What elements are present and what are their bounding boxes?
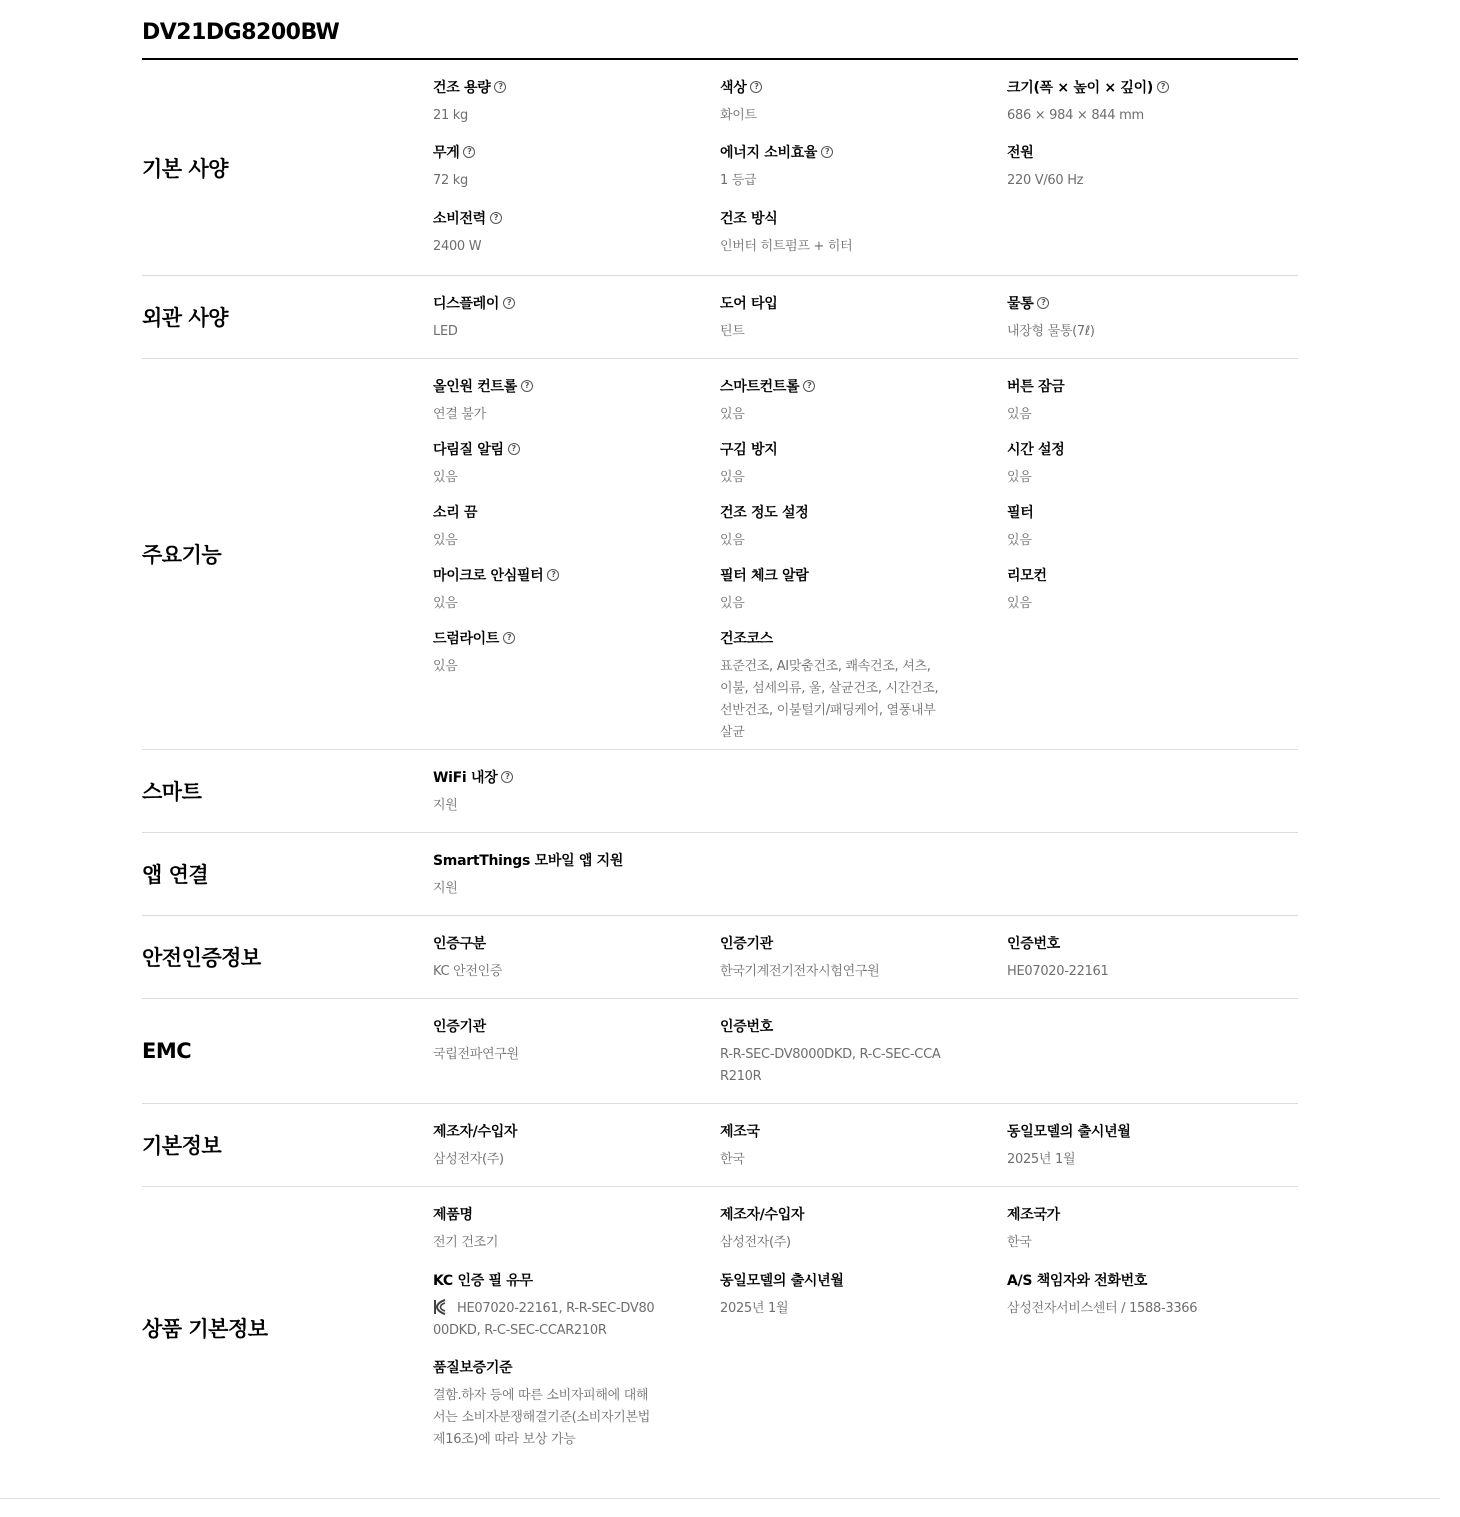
spec-label: 에너지 소비효율 (720, 145, 818, 162)
spec-label: 드럼라이트 (433, 631, 500, 647)
spec-value: 있음 (720, 533, 745, 548)
spec-label: 올인원 컨트롤 (433, 379, 517, 395)
spec-value: 있음 (1007, 470, 1032, 485)
spec-value: 있음 (1007, 407, 1032, 422)
help-icon[interactable]: ? (490, 212, 502, 224)
spec-item (433, 1269, 720, 1345)
spec-item (720, 76, 1007, 129)
spec-item (433, 207, 720, 260)
spec-label: 제조자/수입자 (720, 1207, 805, 1223)
spec-label: KC 인증 필 유무 (433, 1272, 533, 1289)
section-product (142, 1187, 1298, 1469)
spec-grid (433, 60, 1298, 275)
spec-value: 있음 (433, 533, 458, 548)
spec-item (1007, 76, 1294, 129)
spec-value: HE07020-22161 (1007, 964, 1109, 979)
spec-item (433, 1203, 720, 1257)
spec-value: 삼성전자(주) (433, 1152, 504, 1167)
spec-label: 제조자/수입자 (433, 1124, 518, 1140)
spec-label: 버튼 잠금 (1007, 379, 1065, 395)
help-icon[interactable]: ? (803, 380, 815, 392)
spec-label: 도어 타입 (720, 296, 778, 312)
spec-label: 건조 정도 설정 (720, 505, 809, 521)
help-icon[interactable]: ? (547, 569, 559, 581)
spec-item (720, 627, 1007, 744)
spec-label: 제조국가 (1007, 1207, 1060, 1223)
spec-item (433, 627, 720, 744)
spec-label: 구김 방지 (720, 442, 778, 458)
spec-item (1007, 501, 1294, 552)
spec-item (720, 1120, 1007, 1171)
section-title: 안전인증정보 (142, 946, 261, 970)
spec-value: 있음 (1007, 596, 1032, 611)
spec-label: 필터 체크 알람 (720, 568, 809, 584)
help-icon[interactable]: ? (503, 297, 515, 309)
spec-item (433, 438, 720, 489)
spec-item (720, 1269, 1007, 1357)
spec-grid (433, 916, 1298, 998)
kc-mark-icon (433, 1299, 447, 1315)
spec-item (433, 141, 720, 194)
help-icon[interactable]: ? (463, 146, 475, 158)
spec-label: 건조코스 (720, 631, 773, 647)
spec-grid (433, 1187, 1298, 1469)
spec-item (433, 375, 720, 426)
help-icon[interactable]: ? (508, 443, 520, 455)
spec-item (433, 932, 720, 983)
spec-value: 21 kg (433, 108, 468, 123)
spec-item (433, 76, 720, 129)
spec-value: 220 V/60 Hz (1007, 173, 1084, 189)
spec-value: 686 × 984 × 844 mm (1007, 108, 1144, 123)
spec-value: 72 kg (433, 173, 468, 189)
spec-value: 한국기계전기전자시험연구원 (720, 964, 880, 979)
spec-value: 2025년 1월 (1007, 1152, 1076, 1167)
spec-label: 소리 끔 (433, 505, 478, 521)
spec-item (720, 207, 1007, 260)
spec-value: 국립전파연구원 (433, 1047, 519, 1062)
spec-value: 표준건조, AI맞춤건조, 쾌속건조, 셔츠, 이불, 섬세의류, 울, 살균건조, 시간건조, 선반건조, 이불털기/패딩케어, 열풍내부살균 (720, 659, 939, 740)
spec-value: KC 안전인증 (433, 964, 503, 979)
help-icon[interactable]: ? (750, 81, 762, 93)
spec-label: 필터 (1007, 505, 1034, 521)
spec-label: 시간 설정 (1007, 442, 1065, 458)
spec-item (720, 1015, 1007, 1088)
section-info (142, 1104, 1298, 1187)
spec-value: LED (433, 324, 458, 339)
spec-label: 리모컨 (1007, 568, 1047, 584)
spec-item (1007, 1269, 1294, 1357)
footer-divider (0, 1498, 1440, 1499)
spec-grid (433, 359, 1298, 749)
section-title: 주요기능 (142, 543, 222, 567)
spec-label: 디스플레이 (433, 296, 500, 312)
spec-value (433, 1298, 658, 1342)
spec-item (720, 501, 1007, 552)
spec-label: 전원 (1007, 145, 1034, 162)
spec-item (720, 564, 1007, 615)
spec-item (1007, 1203, 1294, 1257)
spec-item (433, 1120, 720, 1171)
spec-sections (142, 60, 1298, 1469)
spec-value: 인버터 히트펌프 + 히터 (720, 238, 853, 254)
spec-value: 있음 (433, 596, 458, 611)
spec-value: 있음 (720, 407, 745, 422)
spec-label: 인증번호 (720, 1019, 773, 1035)
help-icon[interactable]: ? (494, 81, 506, 93)
spec-grid (433, 833, 1298, 915)
help-icon[interactable]: ? (1157, 81, 1169, 93)
spec-value: 2025년 1월 (720, 1300, 789, 1316)
spec-item (433, 1015, 720, 1088)
help-icon[interactable]: ? (501, 771, 513, 783)
spec-label: 색상 (720, 80, 747, 96)
spec-label: 인증번호 (1007, 936, 1060, 952)
section-title: 기본정보 (142, 1134, 222, 1158)
spec-value: 연결 불가 (433, 407, 486, 422)
spec-value: 결함.하자 등에 따른 소비자피해에 대해서는 소비자분쟁해결기준(소비자기본법 제16조)에 따라 보상 가능 (433, 1388, 650, 1448)
spec-item (433, 766, 720, 817)
spec-item (1007, 292, 1294, 343)
spec-item (433, 849, 720, 900)
spec-item (433, 1356, 720, 1454)
spec-item (1007, 1120, 1294, 1171)
spec-label: 소비전력 (433, 210, 486, 227)
spec-item (433, 501, 720, 552)
spec-value: 삼성전자서비스센터 / 1588-3366 (1007, 1300, 1198, 1316)
spec-value: 내장형 물통(7ℓ) (1007, 324, 1095, 339)
section-exterior (142, 276, 1298, 359)
spec-grid (433, 999, 1298, 1103)
spec-value: R-R-SEC-DV8000DKD, R-C-SEC-CCAR210R (720, 1047, 941, 1084)
spec-item (1007, 141, 1294, 206)
spec-label: 무게 (433, 145, 460, 162)
spec-value: 한국 (1007, 1235, 1032, 1250)
spec-item (1007, 932, 1294, 983)
help-icon[interactable]: ? (1037, 297, 1049, 309)
spec-item (720, 438, 1007, 489)
spec-value: 지원 (433, 798, 458, 813)
spec-label: 건조 용량 (433, 80, 491, 96)
spec-label: 품질보증기준 (433, 1360, 513, 1377)
section-basic (142, 60, 1298, 276)
spec-label: 스마트컨트롤 (720, 379, 800, 395)
spec-value: 있음 (720, 596, 745, 611)
section-title: 스마트 (142, 780, 202, 804)
spec-label: 인증기관 (433, 1019, 486, 1035)
spec-label: 동일모델의 출시년월 (720, 1272, 844, 1289)
spec-label: 마이크로 안심필터 (433, 568, 544, 584)
help-icon[interactable]: ? (521, 380, 533, 392)
section-title: 외관 사양 (142, 306, 228, 330)
spec-value: 전기 건조기 (433, 1235, 499, 1250)
spec-value: 틴트 (720, 324, 745, 339)
spec-item (433, 564, 720, 615)
section-emc (142, 999, 1298, 1104)
help-icon[interactable]: ? (503, 632, 515, 644)
spec-item (1007, 375, 1294, 426)
spec-item (1007, 564, 1294, 627)
spec-item (720, 141, 1007, 194)
spec-label: WiFi 내장 (433, 770, 498, 786)
spec-label: 인증구분 (433, 936, 486, 952)
kc-cert-numbers: HE07020-22161, R-R-SEC-DV8000DKD, R-C-SEC-CCAR210R (433, 1300, 655, 1338)
spec-value: 화이트 (720, 108, 757, 123)
section-title: 상품 기본정보 (142, 1317, 268, 1341)
spec-item (1007, 438, 1294, 489)
spec-value: 지원 (433, 881, 458, 896)
spec-value: 있음 (433, 659, 458, 674)
spec-label: SmartThings 모바일 앱 지원 (433, 853, 624, 869)
spec-value: 2400 W (433, 238, 482, 254)
section-safety (142, 916, 1298, 999)
spec-label: 인증기관 (720, 936, 773, 952)
section-app (142, 833, 1298, 916)
spec-value: 있음 (433, 470, 458, 485)
spec-label: A/S 책임자와 전화번호 (1007, 1272, 1148, 1289)
spec-item (720, 1203, 1007, 1257)
spec-grid (433, 1104, 1298, 1186)
spec-value: 있음 (720, 470, 745, 485)
spec-label: 동일모델의 출시년월 (1007, 1124, 1131, 1140)
spec-label: 다림질 알림 (433, 442, 504, 458)
spec-item (720, 292, 1007, 343)
section-title: 기본 사양 (142, 156, 228, 181)
spec-item (720, 375, 1007, 426)
spec-label: 크기(폭 × 높이 × 깊이) (1007, 80, 1153, 96)
spec-grid (433, 750, 1298, 832)
spec-value: 삼성전자(주) (720, 1235, 791, 1250)
spec-label: 제조국 (720, 1124, 760, 1140)
spec-item (433, 292, 720, 343)
spec-label: 물통 (1007, 296, 1034, 312)
spec-item (720, 932, 1007, 983)
section-title: 앱 연결 (142, 863, 209, 887)
model-title: DV21DG8200BW (142, 20, 340, 45)
section-title: EMC (142, 1039, 192, 1063)
spec-value: 1 등급 (720, 173, 757, 189)
spec-label: 건조 방식 (720, 210, 778, 227)
section-smart (142, 750, 1298, 833)
spec-value: 있음 (1007, 533, 1032, 548)
spec-label: 제품명 (433, 1207, 473, 1223)
help-icon[interactable]: ? (821, 146, 833, 158)
spec-value: 한국 (720, 1152, 745, 1167)
section-features (142, 359, 1298, 750)
spec-grid (433, 276, 1298, 358)
